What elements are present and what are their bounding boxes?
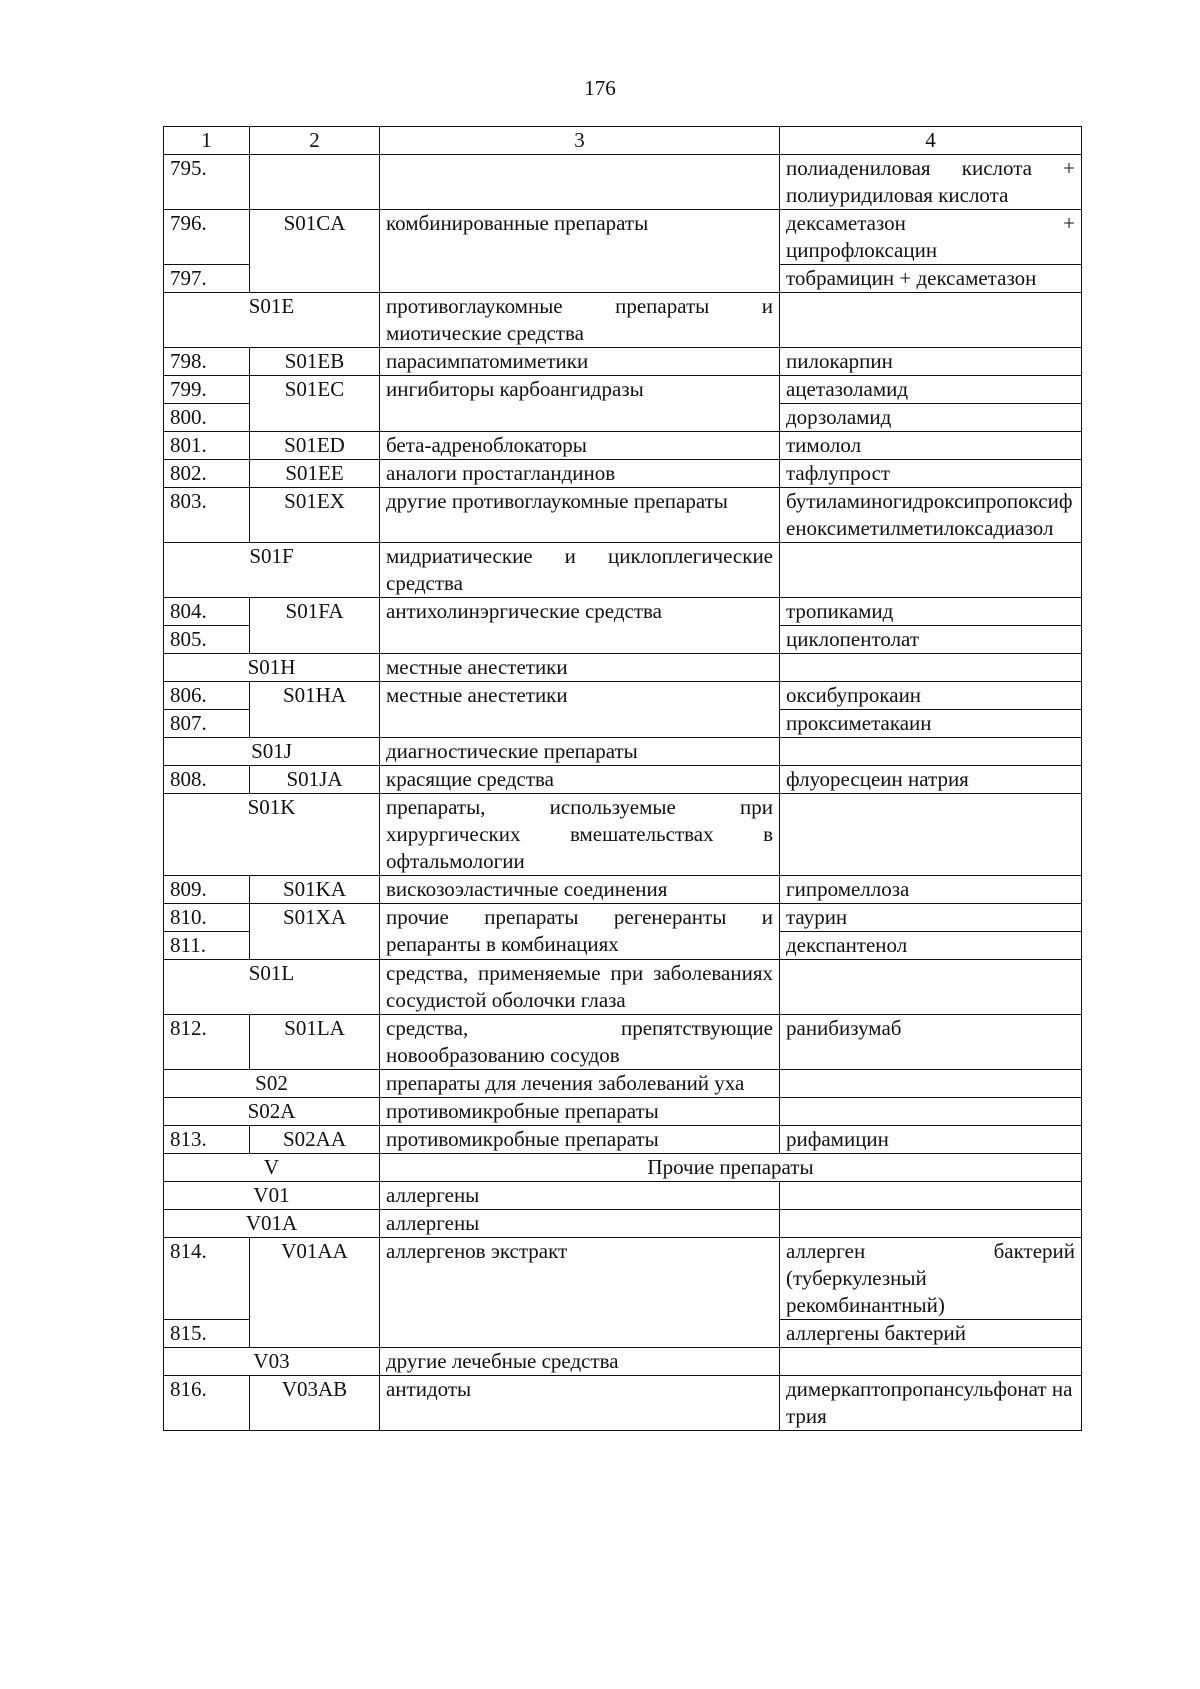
empty-cell (780, 1070, 1082, 1098)
atc-code: S01EE (250, 460, 380, 488)
table-row (164, 1376, 1082, 1431)
drug-name: тобрамицин + дексаметазон (780, 265, 1082, 293)
row-number: 800. (164, 404, 250, 432)
group-description: препараты для лечения заболеваний уха (380, 1070, 780, 1098)
row-number: 809. (164, 876, 250, 904)
group-description: средства, применяемые при заболеваниях сосудистой оболочки глаза (380, 960, 780, 1015)
atc-code: S01EB (250, 348, 380, 376)
drug-name: циклопентолат (780, 626, 1082, 654)
drug-name: декспантенол (780, 932, 1082, 960)
atc-code: S01EC (250, 376, 380, 432)
column-header: 1 (164, 127, 250, 155)
table-row (164, 904, 1082, 932)
group-description: антихолинэргические средства (380, 598, 780, 654)
group-row (164, 738, 1082, 766)
drug-name: дорзоламид (780, 404, 1082, 432)
atc-code: S01FA (250, 598, 380, 654)
drug-name: тропикамид (780, 598, 1082, 626)
atc-code: S01JA (250, 766, 380, 794)
group-description: вискозоэластичные соединения (380, 876, 780, 904)
row-number: 796. (164, 210, 250, 265)
atc-group-code: S01K (164, 794, 380, 876)
drug-name: таурин (780, 904, 1082, 932)
group-description: парасимпатомиметики (380, 348, 780, 376)
group-description: комбинированные препараты (380, 210, 780, 293)
drug-name: пилокарпин (780, 348, 1082, 376)
drug-name: оксибупрокаин (780, 682, 1082, 710)
row-number: 807. (164, 710, 250, 738)
section-code: V (164, 1154, 380, 1182)
group-description: другие противоглаукомные препараты (380, 488, 780, 543)
table-row (164, 348, 1082, 376)
group-row (164, 1348, 1082, 1376)
drug-classification-table (163, 126, 1082, 1431)
row-number: 801. (164, 432, 250, 460)
row-number: 814. (164, 1238, 250, 1320)
group-description: средства, препятствующие новообразованию сосудов (380, 1015, 780, 1070)
group-description: бета-адреноблокаторы (380, 432, 780, 460)
row-number: 798. (164, 348, 250, 376)
table-row (164, 1238, 1082, 1320)
drug-name: тафлупрост (780, 460, 1082, 488)
atc-code: S01XA (250, 904, 380, 960)
row-number: 797. (164, 265, 250, 293)
table-row (164, 1126, 1082, 1154)
row-number: 806. (164, 682, 250, 710)
atc-group-code: S01J (164, 738, 380, 766)
atc-code: S01CA (250, 210, 380, 293)
row-number: 815. (164, 1320, 250, 1348)
row-number: 795. (164, 155, 250, 210)
row-number: 811. (164, 932, 250, 960)
group-description: аллергены (380, 1210, 780, 1238)
table-row (164, 876, 1082, 904)
group-row (164, 543, 1082, 598)
drug-name: дексаметазон + ципрофлоксацин (780, 210, 1082, 265)
empty-cell (780, 293, 1082, 348)
group-row (164, 1098, 1082, 1126)
empty-cell (780, 654, 1082, 682)
row-number: 804. (164, 598, 250, 626)
row-number: 816. (164, 1376, 250, 1431)
empty-cell (780, 794, 1082, 876)
atc-code: S01EX (250, 488, 380, 543)
table-row (164, 488, 1082, 543)
table-row (164, 598, 1082, 626)
group-description: прочие препараты регенеранты и репаранты в комбинациях (380, 904, 780, 960)
drug-name: ацетазоламид (780, 376, 1082, 404)
group-description: ингибиторы карбоангидразы (380, 376, 780, 432)
atc-code: V01AA (250, 1238, 380, 1348)
drug-name: гипромеллоза (780, 876, 1082, 904)
empty-cell (780, 738, 1082, 766)
row-number: 810. (164, 904, 250, 932)
atc-code: S01LA (250, 1015, 380, 1070)
row-number: 799. (164, 376, 250, 404)
group-row (164, 293, 1082, 348)
empty-cell (780, 1098, 1082, 1126)
atc-code: S01ED (250, 432, 380, 460)
row-number: 803. (164, 488, 250, 543)
table-row (164, 682, 1082, 710)
atc-group-code: V01A (164, 1210, 380, 1238)
drug-name: ранибизумаб (780, 1015, 1082, 1070)
atc-group-code: V01 (164, 1182, 380, 1210)
atc-code: S02AA (250, 1126, 380, 1154)
row-number: 808. (164, 766, 250, 794)
group-description: противоглаукомные препараты и миотические средства (380, 293, 780, 348)
group-description: мидриатические и циклоплегические средства (380, 543, 780, 598)
column-header: 2 (250, 127, 380, 155)
group-description: диагностические препараты (380, 738, 780, 766)
empty-cell (780, 1210, 1082, 1238)
empty-cell (780, 960, 1082, 1015)
drug-name: димеркаптопропансульфонат натрия (780, 1376, 1082, 1431)
group-description: местные анестетики (380, 654, 780, 682)
atc-group-code: S02 (164, 1070, 380, 1098)
table-row (164, 1015, 1082, 1070)
column-header: 3 (380, 127, 780, 155)
group-description: противомикробные препараты (380, 1126, 780, 1154)
drug-name: флуоресцеин натрия (780, 766, 1082, 794)
group-description: антидоты (380, 1376, 780, 1431)
table-row (164, 210, 1082, 265)
empty-cell (780, 1348, 1082, 1376)
group-description: противомикробные препараты (380, 1098, 780, 1126)
group-description: красящие средства (380, 766, 780, 794)
drug-name: аллерген бактерий (туберкулезный рекомбинантный) (780, 1238, 1082, 1320)
group-row (164, 654, 1082, 682)
group-description: аллергены (380, 1182, 780, 1210)
drug-name: полиадениловая кислота + полиуридиловая кислота (780, 155, 1082, 210)
table-row (164, 432, 1082, 460)
atc-group-code: S01L (164, 960, 380, 1015)
atc-group-code: S02A (164, 1098, 380, 1126)
group-description (380, 155, 780, 210)
atc-code: S01HA (250, 682, 380, 738)
row-number: 802. (164, 460, 250, 488)
column-header: 4 (780, 127, 1082, 155)
group-row (164, 960, 1082, 1015)
table-row (164, 376, 1082, 404)
atc-code: V03AB (250, 1376, 380, 1431)
atc-code: S01KA (250, 876, 380, 904)
row-number: 812. (164, 1015, 250, 1070)
group-description: другие лечебные средства (380, 1348, 780, 1376)
empty-cell (780, 1182, 1082, 1210)
group-description: аллергенов экстракт (380, 1238, 780, 1348)
group-description: аналоги простагландинов (380, 460, 780, 488)
drug-name: тимолол (780, 432, 1082, 460)
row-number: 813. (164, 1126, 250, 1154)
atc-group-code: V03 (164, 1348, 380, 1376)
section-row (164, 1154, 1082, 1182)
drug-name: аллергены бактерий (780, 1320, 1082, 1348)
group-description: препараты, используемые при хирургических вмешательствах в офтальмологии (380, 794, 780, 876)
drug-name: бутиламиногидроксипропоксифеноксиметилметилоксадиазол (780, 488, 1082, 543)
group-row (164, 1210, 1082, 1238)
empty-cell (780, 543, 1082, 598)
atc-group-code: S01E (164, 293, 380, 348)
atc-group-code: S01F (164, 543, 380, 598)
atc-code (250, 155, 380, 210)
group-row (164, 1070, 1082, 1098)
table-header-row (164, 127, 1082, 155)
drug-name: рифамицин (780, 1126, 1082, 1154)
table-row (164, 766, 1082, 794)
row-number: 805. (164, 626, 250, 654)
section-title: Прочие препараты (380, 1154, 1082, 1182)
group-row (164, 1182, 1082, 1210)
atc-group-code: S01H (164, 654, 380, 682)
table-row (164, 155, 1082, 210)
group-row (164, 794, 1082, 876)
table-row (164, 460, 1082, 488)
page-number: 176 (584, 76, 616, 100)
drug-name: проксиметакаин (780, 710, 1082, 738)
group-description: местные анестетики (380, 682, 780, 738)
